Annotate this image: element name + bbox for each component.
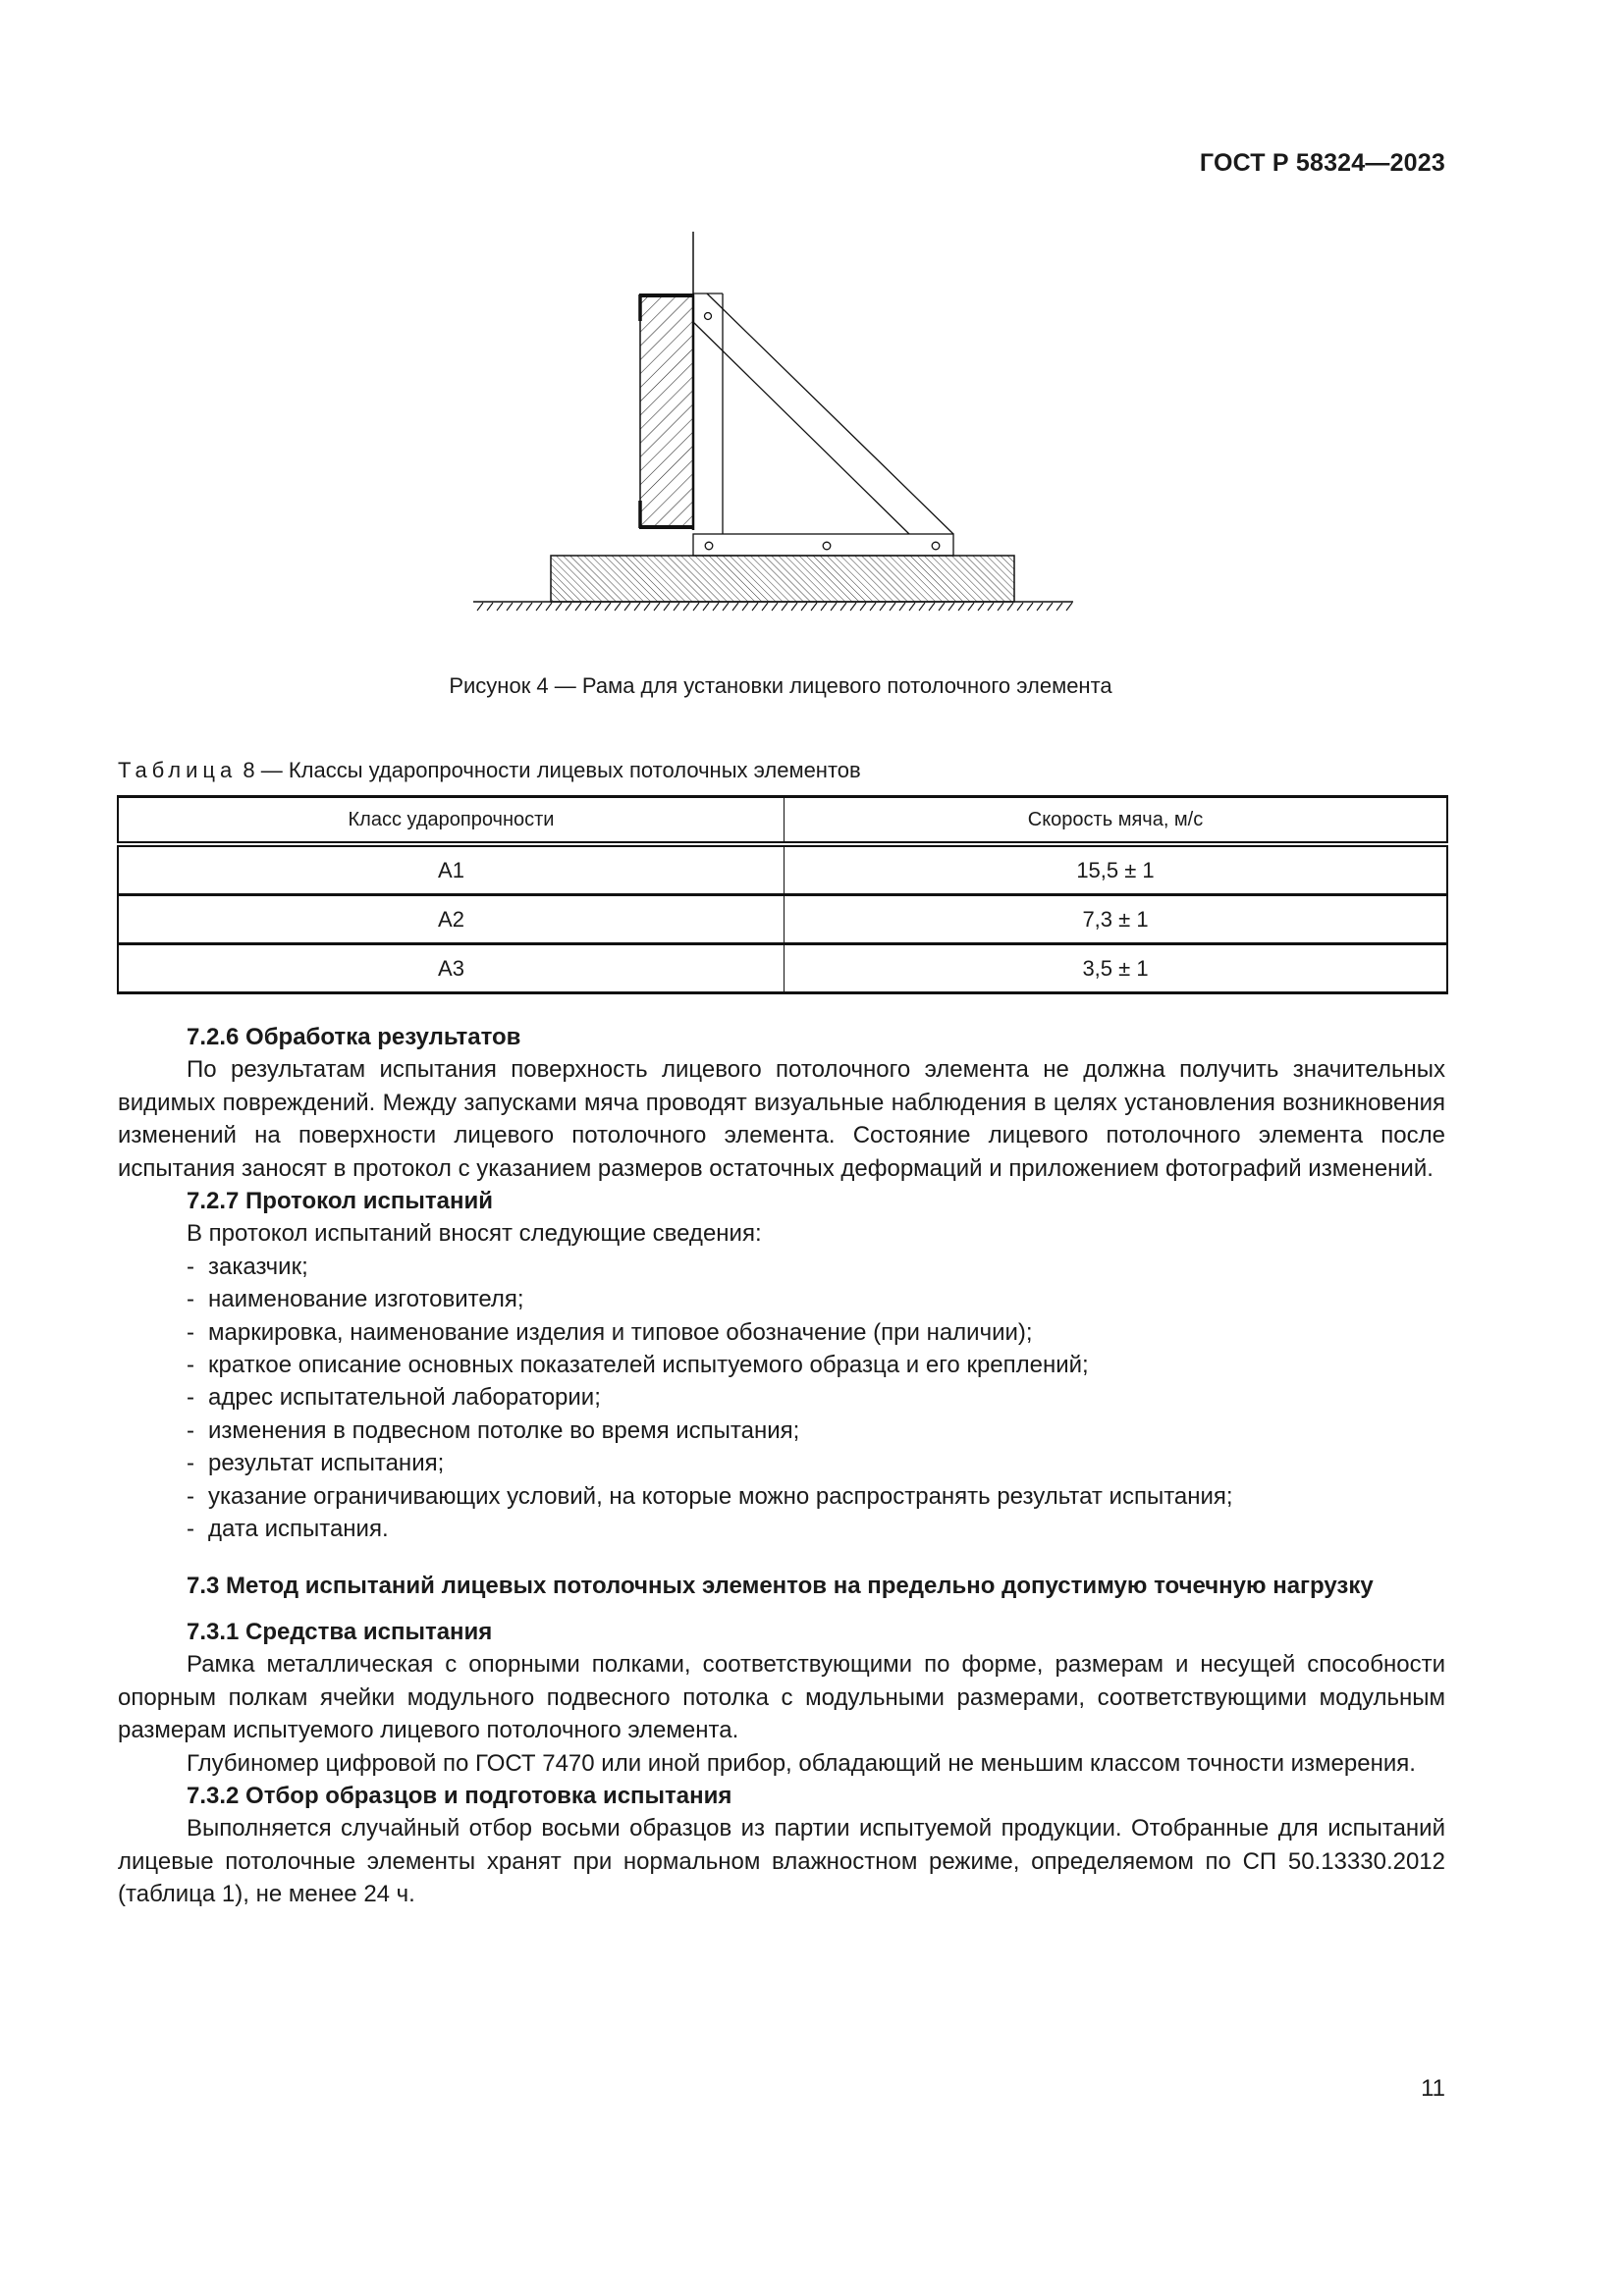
list-item: - заказчик; [187,1251,1445,1283]
page-number: 11 [1421,2075,1445,2102]
table-row [118,895,1447,944]
section-heading-7-3-2: 7.3.2 Отбор образцов и подготовка испытания [187,1782,732,1809]
paragraph-test-equipment-frame: Рамка металлическая с опорными полками, соответствующими по форме, размерам и несущей способности опорным полкам ячейки модульного подвесного потолка с модульными размерами, соответствующими модульным размерам испытуемого лицевого потолочного элемента. [118,1651,1445,1744]
cell-class: А1 [118,844,785,895]
table-row [118,944,1447,993]
section-heading-7-3-1: 7.3.1 Средства испытания [187,1618,493,1645]
list-item: - указание ограничивающих условий, на которые можно распространять результат испытания; [187,1480,1445,1513]
column-header-class: Класс ударопрочности [118,797,785,845]
list-item: - маркировка, наименование изделия и типовое обозначение (при наличии); [187,1316,1445,1349]
table-row [118,844,1447,895]
body-text [118,1021,1445,1911]
section-heading-7-3: 7.3 Метод испытаний лицевых потолочных элементов на предельно допустимую точечную нагрузку [187,1572,1374,1599]
protocol-items-list [118,1251,1445,1546]
list-item: - наименование изготовителя; [187,1283,1445,1315]
table-caption-title: 8 — Классы ударопрочности лицевых потолочных элементов [237,758,861,782]
mounting-frame [693,294,953,556]
list-item: - дата испытания. [187,1513,1445,1545]
cell-speed: 7,3 ± 1 [785,895,1448,944]
table-caption [118,758,861,783]
ceiling-element-panel [639,294,694,530]
cell-speed: 15,5 ± 1 [785,844,1448,895]
figure-4-frame-diagram [0,0,1624,628]
bolt-hole-icon [932,542,940,550]
bolt-hole-icon [705,542,713,550]
column-header-ball-speed: Скорость мяча, м/с [785,797,1448,845]
floor-ground [473,602,1073,611]
list-item: - результат испытания; [187,1447,1445,1479]
list-item: - изменения в подвесном потолке во время испытания; [187,1415,1445,1447]
impact-class-table [117,795,1448,994]
paragraph-test-equipment-gauge: Глубиномер цифровой по ГОСТ 7470 или иной прибор, обладающий не меньшим классом точности измерения. [187,1749,1416,1777]
bolt-hole-icon [705,313,712,320]
base-block [551,556,1014,602]
section-heading-7-2-6: 7.2.6 Обработка результатов [187,1024,521,1050]
table-caption-prefix: Таблица [118,758,238,782]
section-heading-7-2-7: 7.2.7 Протокол испытаний [187,1188,493,1215]
paragraph-protocol-intro: В протокол испытаний вносят следующие сведения: [187,1220,762,1248]
bolt-hole-icon [823,542,831,550]
cell-class: А3 [118,944,785,993]
paragraph-results-processing: По результатам испытания поверхность лицевого потолочного элемента не должна получить значительных видимых повреждений. Между запусками мяча проводят визуальные наблюдения в целях установления возникновения изменений на поверхности лицевого потолочного элемента. Состояние лицевого потолочного элемента после испытания заносят в протокол с указанием размеров остаточных деформаций и приложением фотографий изменений. [118,1056,1445,1182]
paragraph-sampling: Выполняется случайный отбор восьми образцов из партии испытуемой продукции. Отобранные для испытаний лицевые потолочные элементы хранят при нормальном влажностном режиме, определяемом по СП 50.13330.2012 (таблица 1), не менее 24 ч. [118,1815,1445,1908]
table-header-row [118,797,1447,845]
list-item: - краткое описание основных показателей испытуемого образца и его креплений; [187,1349,1445,1381]
cell-class: А2 [118,895,785,944]
document-code-header: ГОСТ Р 58324—2023 [1199,149,1445,177]
cell-speed: 3,5 ± 1 [785,944,1448,993]
list-item: - адрес испытательной лаборатории; [187,1381,1445,1414]
figure-caption: Рисунок 4 — Рама для установки лицевого потолочного элемента [449,673,1112,698]
